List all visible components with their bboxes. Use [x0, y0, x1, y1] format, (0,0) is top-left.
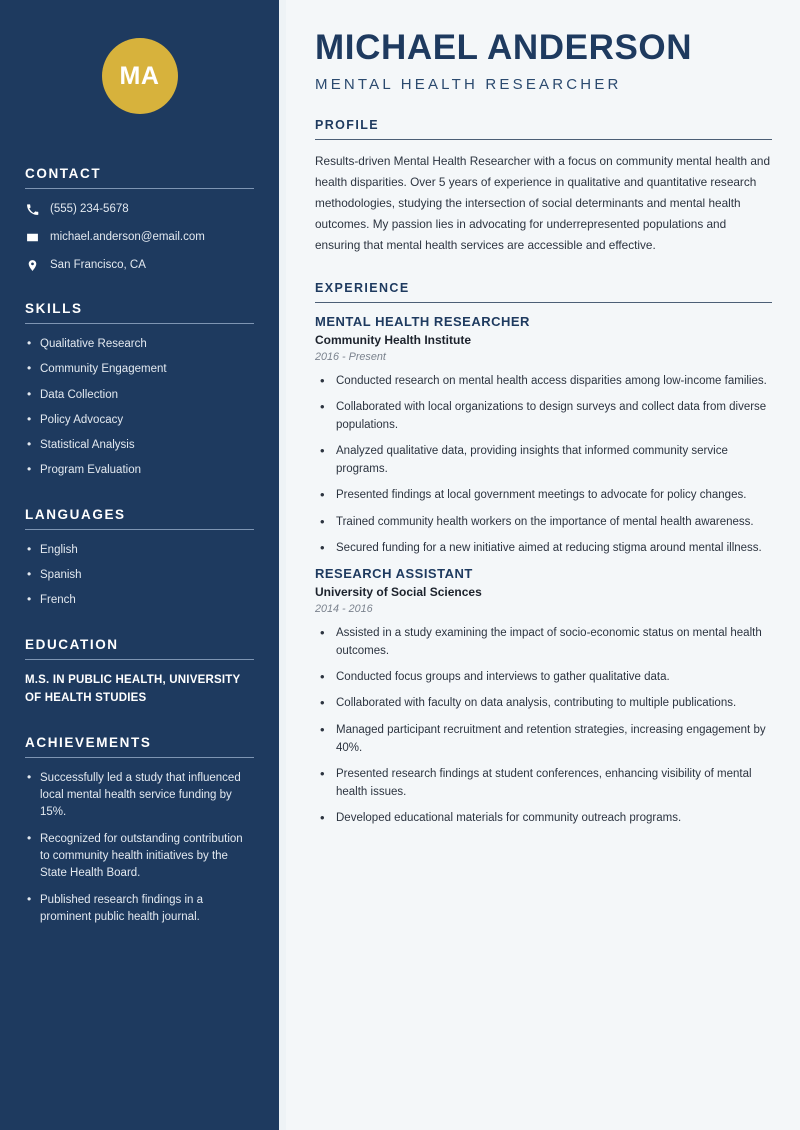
list-item: • Conducted focus groups and interviews to gather qualitative data. [318, 668, 772, 686]
experience-job-title: MENTAL HEALTH RESEARCHER [315, 313, 530, 329]
contact-item-location[interactable] [25, 257, 254, 273]
experience-bullet-list [315, 372, 772, 557]
list-item: • Community Engagement [25, 361, 254, 378]
heading-divider [25, 757, 254, 758]
list-item: • Policy Advocacy [25, 412, 254, 429]
list-item: • Trained community health workers on the importance of mental health awareness. [318, 513, 772, 531]
contact-phone-value: (555) 234-5678 [50, 203, 129, 215]
experience-entry [315, 314, 772, 557]
experience-company: Community Health Institute [315, 332, 472, 347]
heading-divider [315, 302, 772, 303]
section-heading-contact: CONTACT [25, 166, 102, 181]
experience-dates: 2014 - 2016 [315, 602, 373, 615]
profile-text: Results-driven Mental Health Researcher with a focus on community mental health and health disparities. Over 5 years of experience in qualitative and quantitative research methodologies, studying the intersection of social determinants and mental health outcomes. My passion lies in advocating for underrepresented populations and ensuring that mental health services are accessible and effective. [315, 153, 771, 252]
section-heading-achievements: ACHIEVEMENTS [25, 735, 152, 751]
section-languages [25, 507, 254, 609]
experience-company: University of Social Sciences [315, 584, 482, 599]
list-item: • Recognized for outstanding contribution to community health initiatives by the State Health Board. [25, 831, 254, 881]
contact-email-value: michael.anderson@email.com [50, 231, 205, 244]
list-item: • Program Evaluation [25, 462, 254, 479]
heading-divider [25, 529, 254, 530]
avatar-container [25, 0, 254, 166]
section-achievements [25, 735, 254, 925]
phone-icon [25, 202, 39, 216]
list-item: • Managed participant recruitment and retention strategies, increasing engagement by 40%. [318, 721, 772, 757]
section-profile [315, 118, 772, 256]
section-education [25, 637, 254, 708]
section-heading-skills: SKILLS [25, 301, 83, 317]
avatar-initials: MA [119, 61, 160, 90]
experience-bullet-list [315, 624, 772, 827]
section-heading-languages: LANGUAGES [25, 506, 126, 522]
envelope-icon [25, 230, 39, 244]
heading-divider [315, 139, 772, 140]
column-divider [279, 0, 286, 1130]
list-item: • Assisted in a study examining the impact of socio-economic status on mental health outcomes. [318, 624, 772, 660]
list-item: • Data Collection [25, 387, 254, 404]
heading-divider [25, 188, 254, 189]
list-item: • Collaborated with faculty on data analysis, contributing to multiple publications. [318, 694, 772, 712]
list-item: • Qualitative Research [25, 336, 254, 353]
heading-divider [25, 323, 254, 324]
avatar [102, 38, 178, 114]
list-item: • Secured funding for a new initiative aimed at reducing stigma around mental illness. [318, 539, 772, 557]
achievements-list [25, 770, 254, 925]
experience-job-title: RESEARCH ASSISTANT [315, 565, 473, 581]
list-item: • Analyzed qualitative data, providing insights that informed community service programs. [318, 442, 772, 478]
contact-location-value: San Francisco, CA [50, 259, 146, 272]
page-title: MICHAEL ANDERSON [315, 28, 693, 67]
section-heading-experience: EXPERIENCE [315, 280, 410, 295]
list-item: • Presented findings at local government meetings to advocate for policy changes. [318, 486, 772, 504]
section-contact [25, 166, 254, 273]
section-heading-profile: PROFILE [315, 117, 379, 132]
list-item: • Statistical Analysis [25, 437, 254, 454]
experience-entry [315, 566, 772, 827]
section-experience [315, 281, 772, 828]
list-item: • Conducted research on mental health access disparities among low-income families. [318, 372, 772, 390]
list-item: • Developed educational materials for community outreach programs. [318, 809, 772, 827]
list-item: • Published research findings in a prominent public health journal. [25, 892, 254, 925]
list-item: • French [25, 592, 254, 609]
heading-divider [25, 659, 254, 660]
section-heading-education: EDUCATION [25, 636, 119, 652]
main-content [286, 0, 800, 1130]
list-item: • Collaborated with local organizations to design surveys and collect data from diverse populations. [318, 398, 772, 434]
list-item: • Spanish [25, 567, 254, 584]
map-pin-icon [25, 258, 39, 272]
education-entry: M.S. IN PUBLIC HEALTH, UNIVERSITY OF HEALTH STUDIES [25, 673, 241, 704]
section-skills [25, 301, 254, 479]
languages-list [25, 542, 254, 609]
sidebar [0, 0, 279, 1130]
job-role-subtitle: MENTAL HEALTH RESEARCHER [315, 75, 622, 93]
list-item: • English [25, 542, 254, 559]
contact-item-email[interactable] [25, 229, 254, 245]
experience-dates: 2016 - Present [315, 350, 386, 363]
skills-list [25, 336, 254, 479]
list-item: • Successfully led a study that influenced local mental health service funding by 15%. [25, 770, 254, 820]
list-item: • Presented research findings at student conferences, enhancing visibility of mental health issues. [318, 765, 772, 801]
contact-item-phone[interactable] [25, 201, 254, 217]
